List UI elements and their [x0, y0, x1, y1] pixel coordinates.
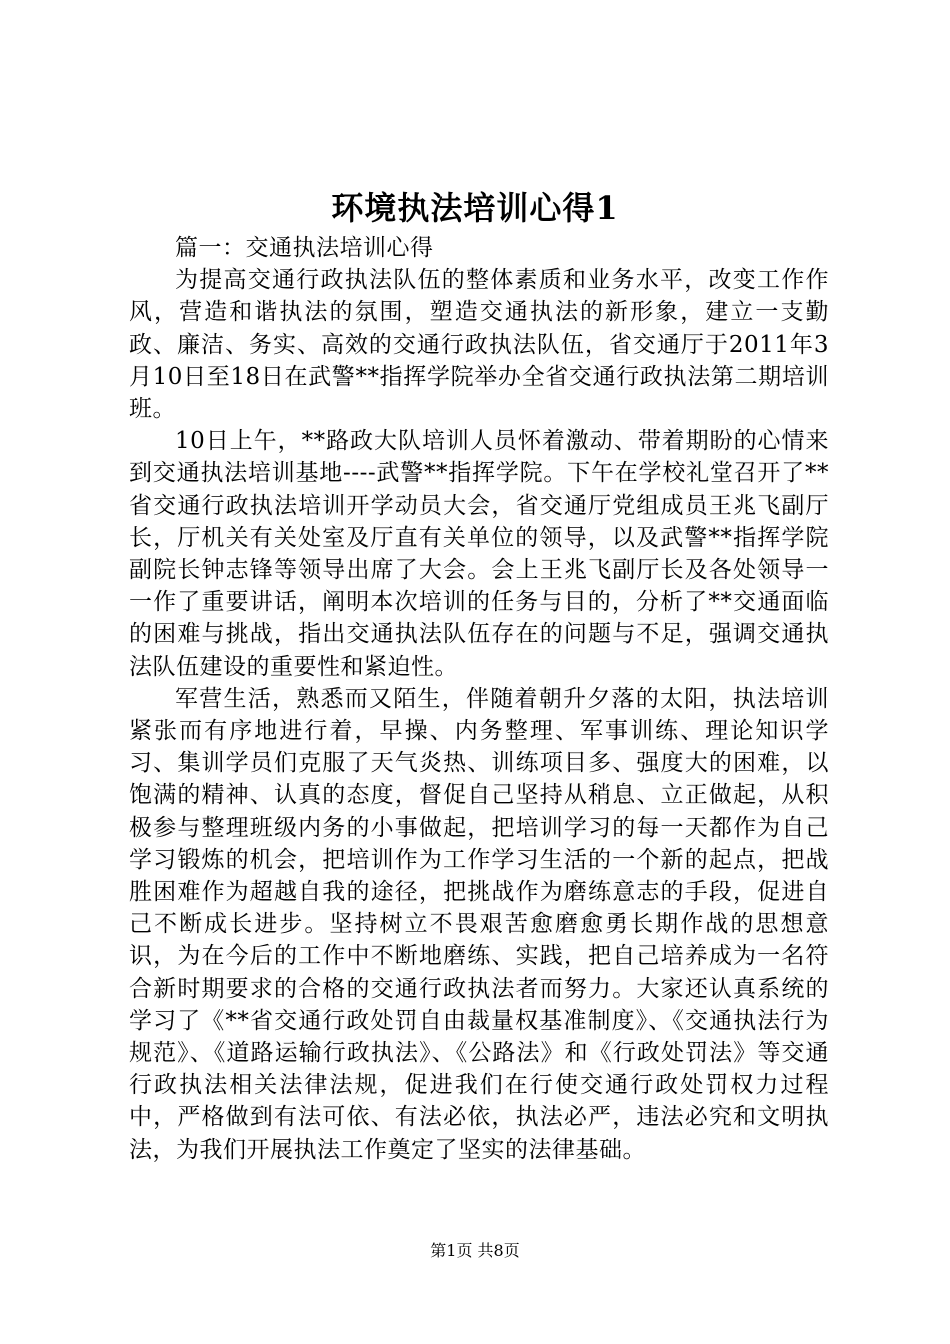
paragraph: 军营生活，熟悉而又陌生，伴随着朝升夕落的太阳，执法培训紧张而有序地进行着，早操、内务整理、军事训练、理论知识学习、集训学员们克服了天气炎热、训练项目多、强度大的困难，以饱满的精神、认真的态度，督促自己坚持从稍息、立正做起，从积极参与整理班级内务的小事做起，把培训学习的每一天都作为自己学习锻炼的机会，把培训作为工作学习生活的一个新的起点，把战胜困难作为超越自我的途径，把挑战作为磨练意志的手段，促进自己不断成长进步。坚持树立不畏艰苦愈磨愈勇长期作战的思想意识，为在今后的工作中不断地磨练、实践，把自己培养成为一名符合新时期要求的合格的交通行政执法者而努力。大家还认真系统的学习了《**省交通行政处罚自由裁量权基准制度》、《交通执法行为规范》、《道路运输行政执法》、《公路法》和《行政处罚法》等交通行政执法相关法律法规，促进我们在行使交通行政处罚权力过程中，严格做到有法可依、有法必依，执法必严，违法必究和文明执法，为我们开展执法工作奠定了坚实的法律基础。	[129, 685, 829, 1163]
document-body	[129, 232, 829, 1166]
section-heading: 篇一：交通执法培训心得	[175, 235, 434, 261]
paragraph: 10日上午，**路政大队培训人员怀着激动、带着期盼的心情来到交通执法培训基地----武警**指挥学院。下午在学校礼堂召开了**省交通行政执法培训开学动员大会，省交通厅党组成员王兆飞副厅长，厅机关有关处室及厅直有关单位的领导，以及武警**指挥学院副院长钟志锋等领导出席了大会。会上王兆飞副厅长及各处领导一一作了重要讲话，阐明本次培训的任务与目的，分析了**交通面临的困难与挑战，指出交通执法队伍存在的问题与不足，强调交通执法队伍建设的重要性和紧迫性。	[129, 428, 829, 680]
paragraph: 为提高交通行政执法队伍的整体素质和业务水平，改变工作作风，营造和谐执法的氛围，塑造交通执法的新形象，建立一支勤政、廉洁、务实、高效的交通行政执法队伍，省交通厅于2011年3月10日至18日在武警**指挥学院举办全省交通行政执法第二期培训班。	[129, 267, 829, 423]
page-footer: 第1页 共8页	[430, 1241, 520, 1260]
document-title: 环境执法培训心得1	[331, 189, 619, 227]
